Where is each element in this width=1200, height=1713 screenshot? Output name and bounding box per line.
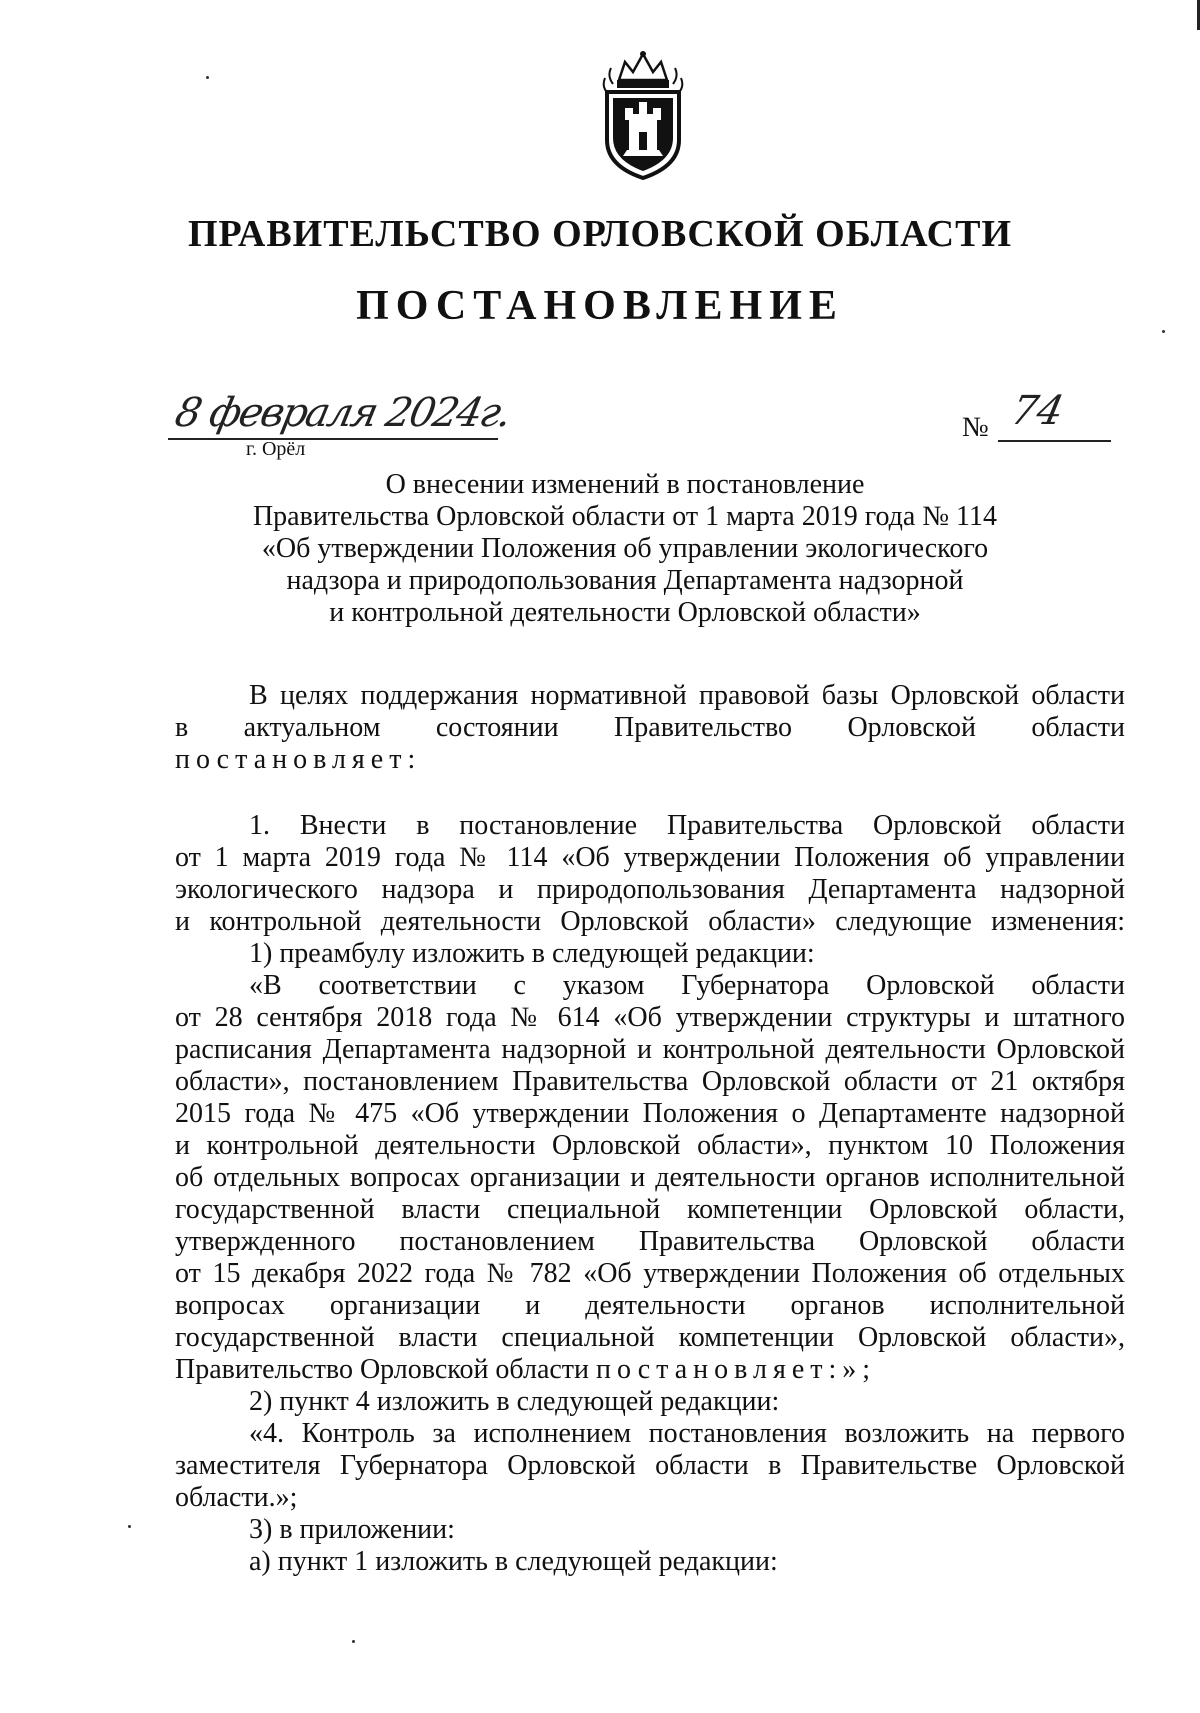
sub-item-3a: а) пункт 1 изложить в следующей редакции: <box>249 1546 778 1577</box>
quote2-line: заместителя Губернатора Орловской области в Правительстве Орловской <box>175 1450 1125 1481</box>
sub-item-2: 2) пункт 4 изложить в следующей редакции: <box>249 1386 780 1417</box>
quote1-line: утвержденного постановлением Правительства Орловской области <box>175 1226 1125 1257</box>
intro-line: в актуальном состоянии Правительство Орловской области <box>175 712 1125 743</box>
quote1-last-line <box>175 1354 1125 1386</box>
quote1-last-spaced: постановляет:»; <box>596 1354 877 1385</box>
quote1-last-text: Правительство Орловской области <box>175 1354 597 1385</box>
item1-line: экологического надзора и природопользования Департамента надзорной <box>175 874 1125 905</box>
intro-line: В целях поддержания нормативной правовой базы Орловской области <box>249 680 1125 711</box>
number-handwritten: 74 <box>1007 388 1068 434</box>
scan-speck <box>352 1640 355 1643</box>
item1-line: от 1 марта 2019 года № 114 «Об утверждении Положения об управлении <box>175 842 1125 873</box>
quote2-line: «4. Контроль за исполнением постановления возложить на первого <box>249 1418 1125 1449</box>
date-handwritten: 8 февраля 2024г. <box>171 390 515 436</box>
document-body <box>175 680 1125 1578</box>
organization-title: ПРАВИТЕЛЬСТВО ОРЛОВСКОЙ ОБЛАСТИ <box>187 213 1013 255</box>
quote1-line: от 15 декабря 2022 года № 782 «Об утверждении Положения об отдельных <box>175 1258 1125 1289</box>
quote2-last-line: области.»; <box>175 1482 298 1513</box>
title-line: и контрольной деятельности Орловской области» <box>329 597 921 628</box>
item1-line: 1. Внести в постановление Правительства Орловской области <box>249 810 1125 841</box>
quote1-line: расписания Департамента надзорной и контрольной деятельности Орловской <box>175 1034 1125 1065</box>
quote1-line: «В соответствии с указом Губернатора Орловской области <box>249 970 1125 1001</box>
coat-of-arms-emblem <box>597 48 689 180</box>
scan-speck <box>206 76 209 79</box>
place-label: г. Орёл <box>246 438 306 460</box>
title-line: «Об утверждении Положения об управлении экологического <box>261 533 989 564</box>
sub-item-1: 1) преамбулу изложить в следующей редакции: <box>249 938 815 969</box>
quote1-line: области», постановлением Правительства Орловской области от 21 октября <box>175 1066 1125 1097</box>
document-type-title: ПОСТАНОВЛЕНИЕ <box>356 283 844 329</box>
title-line: О внесении изменений в постановление <box>385 469 865 500</box>
quote1-line: государственной власти специальной компетенции Орловской области», <box>175 1322 1125 1353</box>
date-underline <box>168 438 498 440</box>
sub-item-3: 3) в приложении: <box>249 1514 455 1545</box>
quote1-line: 2015 года № 475 «Об утверждении Положения о Департаменте надзорной <box>175 1098 1125 1129</box>
title-line: надзора и природопользования Департамента надзорной <box>286 565 964 596</box>
quote1-line: от 28 сентября 2018 года № 614 «Об утверждении структуры и штатного <box>175 1002 1125 1033</box>
quote1-line: и контрольной деятельности Орловской области», пунктом 10 Положения <box>175 1130 1125 1161</box>
paragraph-gap <box>175 776 1125 810</box>
number-underline <box>998 440 1111 442</box>
quote1-line: государственной власти специальной компетенции Орловской области, <box>175 1194 1125 1225</box>
number-sign: № <box>962 412 989 443</box>
intro-line: постановляет: <box>175 744 422 775</box>
scan-speck <box>1162 330 1165 333</box>
quote1-line: об отдельных вопросах организации и деятельности органов исполнительной <box>175 1162 1125 1193</box>
item1-line: и контрольной деятельности Орловской области» следующие изменения: <box>175 906 1125 937</box>
quote1-line: вопросах организации и деятельности органов исполнительной <box>175 1290 1125 1321</box>
scan-speck <box>128 1525 131 1528</box>
title-line: Правительства Орловской области от 1 марта 2019 года № 114 <box>252 501 998 532</box>
resolution-title <box>170 469 1080 629</box>
